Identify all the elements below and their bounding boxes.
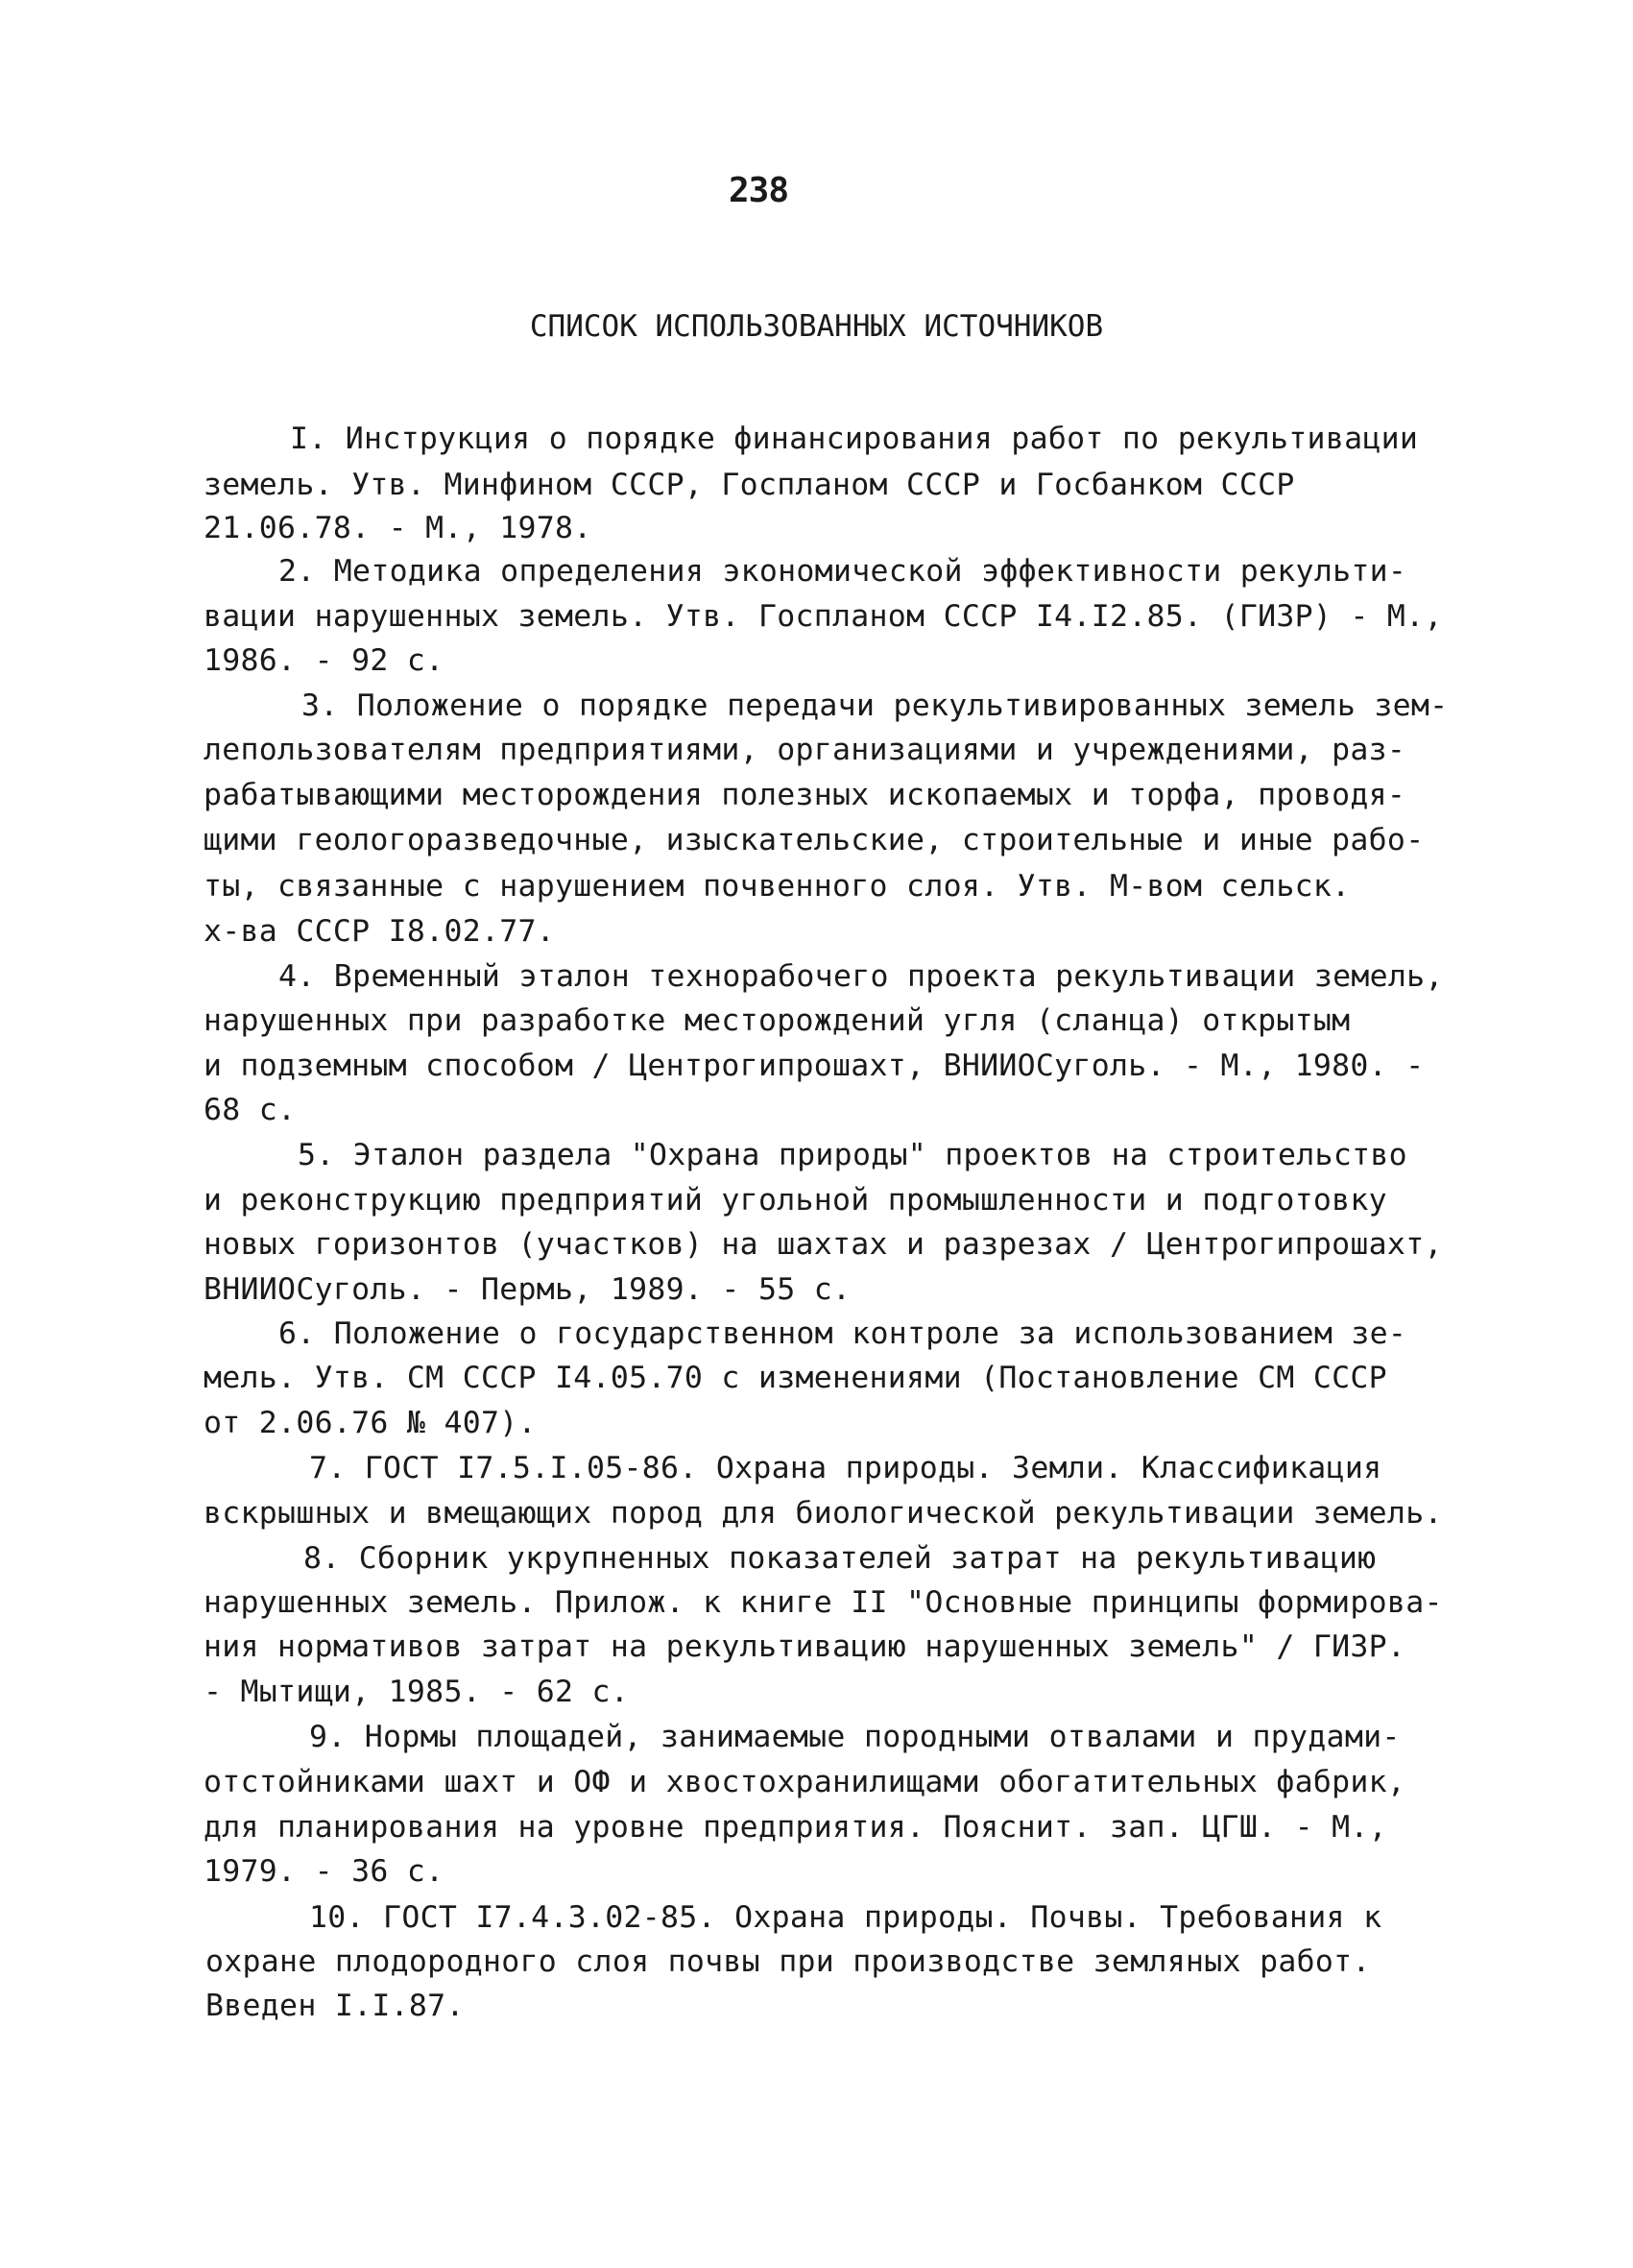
reference-line: вскрышных и вмещающих пород для биологической рекультивации земель. xyxy=(204,1496,1443,1531)
reference-line: охране плодородного слоя почвы при производстве земляных работ. xyxy=(205,1944,1371,1979)
reference-line: рабатывающими месторождения полезных ископаемых и торфа, проводя- xyxy=(204,778,1406,812)
reference-line: земель. Утв. Минфином СССР, Госпланом СССР и Госбанком СССР xyxy=(204,468,1295,502)
reference-line: 6. Положение о государственном контроле за использованием зе- xyxy=(278,1316,1407,1351)
reference-line: новых горизонтов (участков) на шахтах и разрезах / Центрогипрошахт, xyxy=(204,1227,1443,1262)
page-title: СПИСОК ИСПОЛЬЗОВАННЫХ ИСТОЧНИКОВ xyxy=(529,309,1104,344)
reference-line: 68 с. xyxy=(204,1093,297,1127)
reference-line: 8. Сборник укрупненных показателей затрат на рекультивацию xyxy=(303,1541,1377,1576)
reference-line: вации нарушенных земель. Утв. Госпланом СССР I4.I2.85. (ГИЗР) - М., xyxy=(204,599,1443,634)
reference-line: отстойниками шахт и ОФ и хвостохранилищами обогатительных фабрик, xyxy=(204,1765,1406,1799)
reference-line: 1979. - 36 с. xyxy=(204,1854,444,1889)
reference-line: - Мытищи, 1985. - 62 с. xyxy=(204,1675,630,1709)
reference-line: Введен I.I.87. xyxy=(205,1989,465,2023)
reference-line: 5. Эталон раздела "Охрана природы" проектов на строительство xyxy=(298,1138,1407,1172)
reference-line: х-ва СССР I8.02.77. xyxy=(204,914,556,949)
reference-line: 3. Положение о порядке передачи рекультивированных земель зем- xyxy=(301,688,1449,723)
page-number: 238 xyxy=(728,171,789,210)
reference-line: 21.06.78. - М., 1978. xyxy=(204,511,592,545)
reference-line: нарушенных земель. Прилож. к книге II "Основные принципы формирова- xyxy=(204,1585,1443,1620)
reference-line: щими геологоразведочные, изыскательские, строительные и иные рабо- xyxy=(204,823,1425,857)
reference-line: и подземным способом / Центрогипрошахт, ВНИИОСуголь. - М., 1980. - xyxy=(204,1049,1425,1083)
reference-line: ния нормативов затрат на рекультивацию нарушенных земель" / ГИЗР. xyxy=(204,1629,1406,1664)
reference-line: I. Инструкция о порядке финансирования работ по рекультивации xyxy=(290,422,1419,456)
reference-line: 7. ГОСТ I7.5.I.05-86. Охрана природы. Земли. Классификация xyxy=(309,1451,1382,1485)
reference-line: мель. Утв. СМ СССР I4.05.70 с изменениями (Постановление СМ СССР xyxy=(204,1361,1387,1395)
reference-line: нарушенных при разработке месторождений угля (сланца) открытым xyxy=(204,1003,1351,1038)
reference-line: лепользователям предприятиями, организациями и учреждениями, раз- xyxy=(204,733,1406,767)
reference-line: 1986. - 92 с. xyxy=(204,643,444,678)
reference-line: ты, связанные с нарушением почвенного слоя. Утв. М-вом сельск. xyxy=(204,869,1351,904)
reference-line: 4. Временный эталон технорабочего проекта рекультивации земель, xyxy=(278,959,1444,994)
reference-line: 9. Нормы площадей, занимаемые породными отвалами и прудами- xyxy=(309,1720,1401,1754)
reference-line: от 2.06.76 № 407). xyxy=(204,1406,537,1440)
reference-line: 10. ГОСТ I7.4.3.02-85. Охрана природы. Почвы. Требования к xyxy=(309,1900,1382,1935)
reference-line: для планирования на уровне предприятия. Пояснит. зап. ЦГШ. - М., xyxy=(204,1810,1387,1845)
reference-line: 2. Методика определения экономической эффективности рекульти- xyxy=(278,554,1407,589)
reference-line: ВНИИОСуголь. - Пермь, 1989. - 55 с. xyxy=(204,1272,852,1307)
reference-line: и реконструкцию предприятий угольной промышленности и подготовку xyxy=(204,1183,1387,1218)
